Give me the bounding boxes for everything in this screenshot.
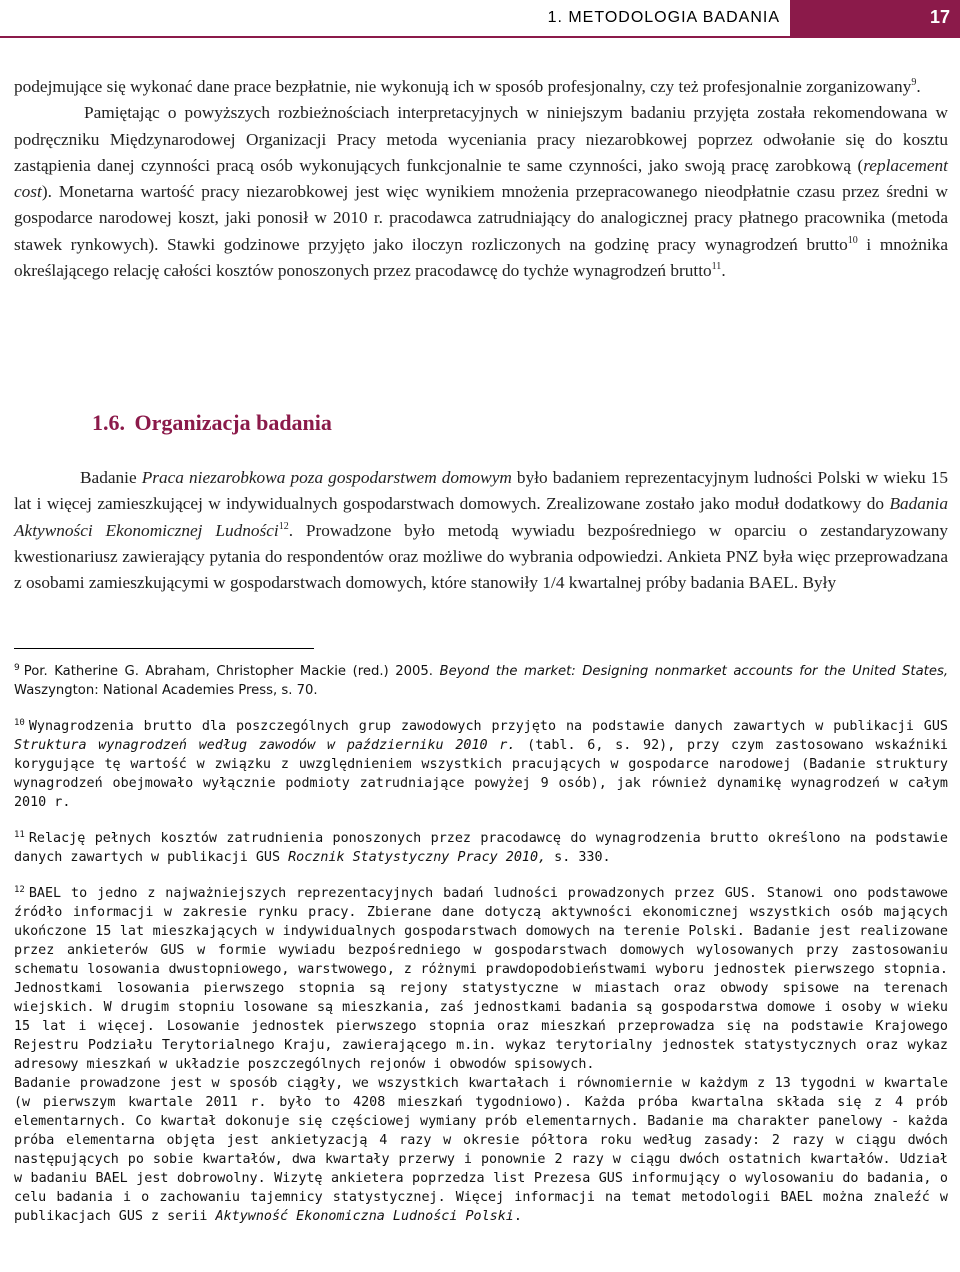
footnote-ref[interactable]: 11 <box>711 261 722 273</box>
text-span: . <box>721 261 726 281</box>
text-span: Pamiętając o powyższych rozbieżnościach interpretacyjnych w niniejszym badaniu przyjęta została rekomendowana w podręczniku Międzynarodowej Organizacji Pracy metoda wyceniania pracy niezarobkowej poprzez odwołanie się do kosztu zastąpienia danej czynności pracą osób wykonujących funkcjonalnie te same czynności, jako swoją pracę zarobkową ( <box>14 103 948 175</box>
footnote-ref[interactable]: 12 <box>278 520 289 532</box>
footnote-9 <box>14 662 948 700</box>
section-number: 1.6. <box>92 410 125 435</box>
section-heading <box>92 410 332 436</box>
paragraph <box>14 100 948 284</box>
italic-term: replacement cost <box>14 155 948 202</box>
text-span: (tabl. 6, s. 92), przy czym zastosowano wskaźniki korygujące tę wartość w związku z uwzględnieniem wszystkich pracujących w gospodarce narodowej (Badanie struktury wynagrodzeń obejmowało wyłącznie podmioty zatrudniające powyżej 9 osób), jak również dynamikę wynagrodzeń w całym 2010 r. <box>14 738 948 810</box>
page-number: 17 <box>929 7 950 27</box>
footnote-12 <box>14 884 948 1226</box>
italic-title: Praca niezarobkowa poza gospodarstwem domowym <box>141 468 512 487</box>
text-span: podejmujące się wykonać dane prace bezpłatnie, nie wykonują ich w sposób profesjonalny, czy też profesjonalnie zorganizowany <box>14 77 912 96</box>
text-span: Waszyngton: National Academies Press, s. 70. <box>14 683 318 698</box>
text-span: BAEL to jedno z najważniejszych reprezentacyjnych badań ludności prowadzonych przez GUS. Stanowi ono podstawowe źródło informacji w zakresie rynku pracy. Zbierane dane dotyczą aktywności ekonomicznej wszystkich osób mających ukończone 15 lat mieszkających w indywidualnych gospodarstwach domowych na terenie Polski. Badanie jest realizowane przez ankieterów GUS w formie wywiadu bezpośredniego w gospodarstwach domowych wylosowanych przy zastosowaniu schematu losowania dwustopniowego, warstwowego, z różnymi prawdopodobieństwami wyboru jednostek pierwszego stopnia. Jednostkami losowania pierwszego stopnia są rejony statystyczne w miastach oraz obwody spisowe na terenach wiejskich. W drugim stopniu losowane są mieszkania, zaś jednostkami badania są gospodarstwa domowe i osoby w wieku 15 lat i więcej. Losowanie jednostek pierwszego stopnia oraz mieszkań przeprowadza się na podstawie Krajowego Rejestru Podziału Terytorialnego Kraju, zawierającego m.in. wykaz terytorialny jednostek statystycznych oraz wykaz adresowy mieszkań w układzie poszczególnych rejonów i obwodów spisowych. <box>14 886 948 1072</box>
text-span: Badanie <box>80 468 142 487</box>
page-number-box <box>790 0 960 36</box>
footnote-ref[interactable]: 10 <box>847 235 858 247</box>
footnote-10 <box>14 717 948 812</box>
text-span: i mnożnika określającego relację całości kosztów ponoszonych przez pracodawcę do tychże wynagrodzeń brutto <box>14 234 948 281</box>
footnote-ref[interactable]: 9 <box>911 77 917 89</box>
footnote-11 <box>14 829 948 867</box>
header-rule <box>0 36 960 38</box>
text-span: . <box>916 77 921 96</box>
italic-title: Beyond the market: Designing nonmarket accounts for the United States, <box>439 664 949 679</box>
section-title: Organizacja badania <box>134 410 332 435</box>
italic-title: Badania Aktywności Ekonomicznej Ludności <box>14 494 948 540</box>
paragraph <box>14 74 948 100</box>
page-header <box>0 0 960 36</box>
text-span: Por. Katherine G. Abraham, Christopher Mackie (red.) 2005. <box>23 664 440 679</box>
italic-title: Aktywność Ekonomiczna Ludności Polski <box>215 1209 514 1224</box>
italic-title: Rocznik Statystyczny Pracy 2010, <box>288 850 547 865</box>
footnote-number: 11 <box>14 829 25 840</box>
paragraph <box>14 465 948 596</box>
body-text <box>14 74 948 284</box>
footnote-number: 9 <box>14 662 20 673</box>
italic-title: Struktura wynagrodzeń według zawodów w październiku 2010 r. <box>14 738 516 753</box>
text-span: było badaniem reprezentacyjnym ludności Polski w wieku 15 lat i więcej zamieszkującej w indywidualnych gospodarstwach domowych. Zrealizowane zostało jako moduł dodatkowy do <box>14 468 948 514</box>
text-span: . Prowadzone było metodą wywiadu bezpośredniego w oparciu o zestandaryzowany kwestionariusz zawierający pytania do respondentów oraz możliwe do wybrania odpowiedzi. Ankieta PNZ była więc przeprowadzana z osobami zamieszkującymi w gospodarstwach domowych, które stanowiły 1/4 kwartalnej próby badania BAEL. Były <box>14 520 948 593</box>
text-span: Badanie prowadzone jest w sposób ciągły, we wszystkich kwartałach i równomiernie w każdym z 13 tygodni w kwartale (w pierwszym kwartale 2011 r. było to 4208 mieszkań tygodniowo). Każda próba kwartalna składa się z 4 prób elementarnych. Co kwartał dokonuje się częściowej wymiany prób elementarnych. Badanie ma charakter panelowy - każda próba elementarna objęta jest ankietyzacją 4 razy w okresie półtora roku według zasady: 2 razy w ciągu dwóch następujących po sobie kwartałów, dwa kwartały przerwy i ponownie 2 razy w ciągu dwóch ostatnich kwartałów. Udział w badaniu BAEL jest dobrowolny. Wizytę ankietera poprzedza list Prezesa GUS informujący o wylosowaniu do badania, o celu badania i o zachowaniu tajemnicy statystycznej. Więcej informacji na temat metodologii BAEL można znaleźć w publikacjach GUS z serii <box>14 1076 948 1224</box>
text-span: . <box>513 1209 522 1224</box>
footnote-number: 12 <box>14 884 25 895</box>
footnote-number: 10 <box>14 717 25 728</box>
text-span: Wynagrodzenia brutto dla poszczególnych grup zawodowych przyjęto na podstawie danych zawartych w publikacji GUS <box>28 719 948 734</box>
text-span: ). Monetarna wartość pracy niezarobkowej jest więc wynikiem mnożenia przepracowanego nieodpłatnie czasu przez średni w gospodarce narodowej koszt, jaki ponosił w 2010 r. pracodawca zatrudniający do analogicznej pracy płatnego pracownika (metoda stawek rynkowych). Stawki godzinowe przyjęto jako iloczyn rozliczonych na godzinę pracy wynagrodzeń brutto <box>14 182 948 254</box>
footnotes <box>14 662 948 1226</box>
section-body <box>14 465 948 596</box>
text-span: s. 330. <box>546 850 611 865</box>
footnote-rule <box>14 648 314 649</box>
text-span: Relację pełnych kosztów zatrudnienia ponoszonych przez pracodawcę do wynagrodzenia brutto określono na podstawie danych zawartych w publikacji GUS <box>14 831 948 865</box>
chapter-title: 1. METODOLOGIA BADANIA <box>547 9 780 26</box>
